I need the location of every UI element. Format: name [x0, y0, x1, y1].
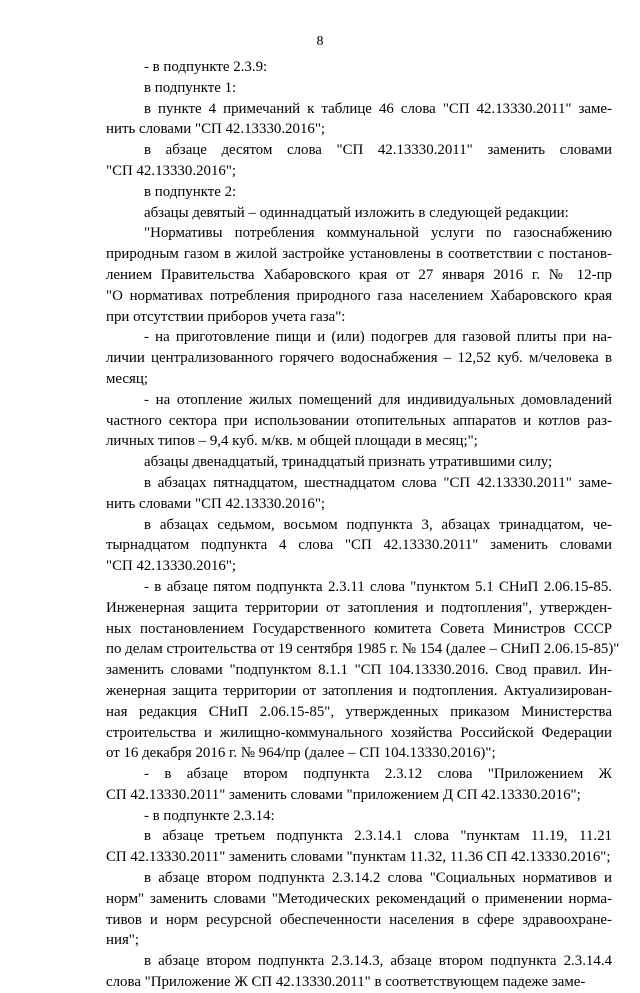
- paragraph-line: - в абзаце втором подпункта 2.3.12 слова "Приложением Ж: [144, 766, 612, 783]
- paragraph-line: в подпункте 2:: [144, 183, 237, 200]
- paragraph: [106, 390, 612, 452]
- paragraph-line: в абзаце втором подпункта 2.3.14.3, абзаце втором подпункта 2.3.14.4: [144, 953, 612, 970]
- paragraph-line: лением Правительства Хабаровского края от 27 января 2016 г. № 12-пр: [106, 266, 612, 283]
- paragraph-line: - в подпункте 2.3.14:: [144, 807, 275, 824]
- paragraph-line: личных типов – 9,4 куб. м/кв. м общей площади в месяц;";: [106, 433, 478, 450]
- paragraph-line: природным газом в жилой застройке установлены в соответствии с постанов-: [106, 246, 612, 263]
- paragraph-line: тивов и норм ресурсной обеспеченности населения в сфере здравоохране-: [106, 911, 612, 928]
- paragraph: [106, 577, 620, 764]
- paragraph: [106, 140, 612, 182]
- paragraph-line: "СП 42.13330.2016";: [106, 558, 237, 575]
- paragraph: [106, 826, 612, 868]
- paragraph: [106, 764, 612, 806]
- paragraph-line: в подпункте 1:: [144, 79, 237, 96]
- paragraph-line: Инженерная защита территории от затопления и подтопления", утвержден-: [106, 599, 612, 616]
- paragraph: [106, 57, 612, 78]
- paragraph-line: в абзацах пятнадцатом, шестнадцатом слова "СП 42.13330.2011" заме-: [144, 474, 612, 491]
- paragraph-line: в абзаце десятом слова "СП 42.13330.2011" заменить словами: [144, 142, 612, 159]
- paragraph: [106, 223, 612, 327]
- paragraph-line: нить словами "СП 42.13330.2016";: [106, 495, 326, 512]
- paragraph-line: при отсутствии приборов учета газа":: [106, 308, 346, 325]
- paragraph-line: в абзацах седьмом, восьмом подпункта 3, абзацах тринадцатом, че-: [144, 516, 612, 533]
- paragraph-line: нить словами "СП 42.13330.2016";: [106, 121, 326, 138]
- paragraph-line: заменить словами "подпунктом 8.1.1 "СП 104.13330.2016. Свод правил. Ин-: [106, 662, 612, 679]
- paragraph-line: ных постановлением Государственного комитета Совета Министров СССР: [106, 620, 612, 637]
- paragraph-line: тырнадцатом подпункта 4 слова "СП 42.13330.2011" заменить словами: [106, 537, 612, 554]
- paragraph-line: СП 42.13330.2011" заменить словами "пунктам 11.32, 11.36 СП 42.13330.2016";: [106, 849, 611, 866]
- paragraph-line: личии централизованного горячего водоснабжения – 12,52 куб. м/человека в: [106, 350, 612, 367]
- paragraph: [106, 78, 612, 99]
- paragraph-line: - в подпункте 2.3.9:: [144, 59, 268, 75]
- paragraph-line: в абзаце третьем подпункта 2.3.14.1 слова "пунктам 11.19, 11.21: [144, 828, 612, 845]
- paragraph: [106, 951, 612, 993]
- paragraph-line: норм" заменить словами "Методических рекомендаций о применении норма-: [106, 890, 612, 907]
- paragraph-line: - в абзаце пятом подпункта 2.3.11 слова "пунктом 5.1 СНиП 2.06.15-85.: [144, 578, 612, 595]
- paragraph: [106, 203, 612, 224]
- paragraph-line: в пункте 4 примечаний к таблице 46 слова "СП 42.13330.2011" заме-: [144, 100, 612, 117]
- paragraph: [106, 182, 612, 203]
- paragraph: [106, 327, 612, 389]
- paragraph-line: по делам строительства от 19 сентября 1985 г. № 154 (далее – СНиП 2.06.15-85)": [106, 641, 620, 658]
- paragraph-line: ная редакция СНиП 2.06.15-85", утвержденных приказом Министерства: [106, 703, 612, 720]
- document-body: [106, 57, 620, 993]
- paragraph-line: в абзаце втором подпункта 2.3.14.2 слова "Социальных нормативов и: [144, 870, 612, 887]
- paragraph-line: "О нормативах потребления природного газа населением Хабаровского края: [106, 287, 612, 304]
- paragraph: [106, 515, 612, 577]
- paragraph-line: абзацы девятый – одиннадцатый изложить в следующей редакции:: [144, 204, 569, 221]
- paragraph: [106, 806, 612, 827]
- paragraph-line: СП 42.13330.2011" заменить словами "приложением Д СП 42.13330.2016";: [106, 786, 581, 803]
- paragraph-line: абзацы двенадцатый, тринадцатый признать утратившими силу;: [144, 454, 553, 471]
- paragraph-line: - на приготовление пищи и (или) подогрев для газовой плиты при на-: [144, 329, 612, 346]
- page-number: 8: [316, 34, 324, 49]
- paragraph-line: "Нормативы потребления коммунальной услуги по газоснабжению: [144, 225, 612, 242]
- paragraph-line: слова "Приложение Ж СП 42.13330.2011" в соответствующем падеже заме-: [106, 974, 586, 991]
- paragraph-line: строительства и жилищно-коммунального хозяйства Российской Федерации: [106, 724, 612, 741]
- paragraph: [106, 868, 612, 951]
- paragraph: [106, 99, 612, 141]
- paragraph-line: ния";: [106, 932, 140, 949]
- paragraph-line: - на отопление жилых помещений для индивидуальных домовладений: [144, 391, 612, 408]
- paragraph-line: месяц;: [106, 370, 148, 387]
- paragraph-line: от 16 декабря 2016 г. № 964/пр (далее – СП 104.13330.2016)";: [106, 745, 496, 762]
- paragraph-line: женерная защита территории от затопления и подтопления. Актуализирован-: [106, 682, 612, 699]
- paragraph-line: "СП 42.13330.2016";: [106, 162, 237, 179]
- paragraph: [106, 452, 612, 473]
- paragraph: [106, 473, 612, 515]
- paragraph-line: частного сектора при использовании отопительных аппаратов и котлов раз-: [106, 412, 612, 429]
